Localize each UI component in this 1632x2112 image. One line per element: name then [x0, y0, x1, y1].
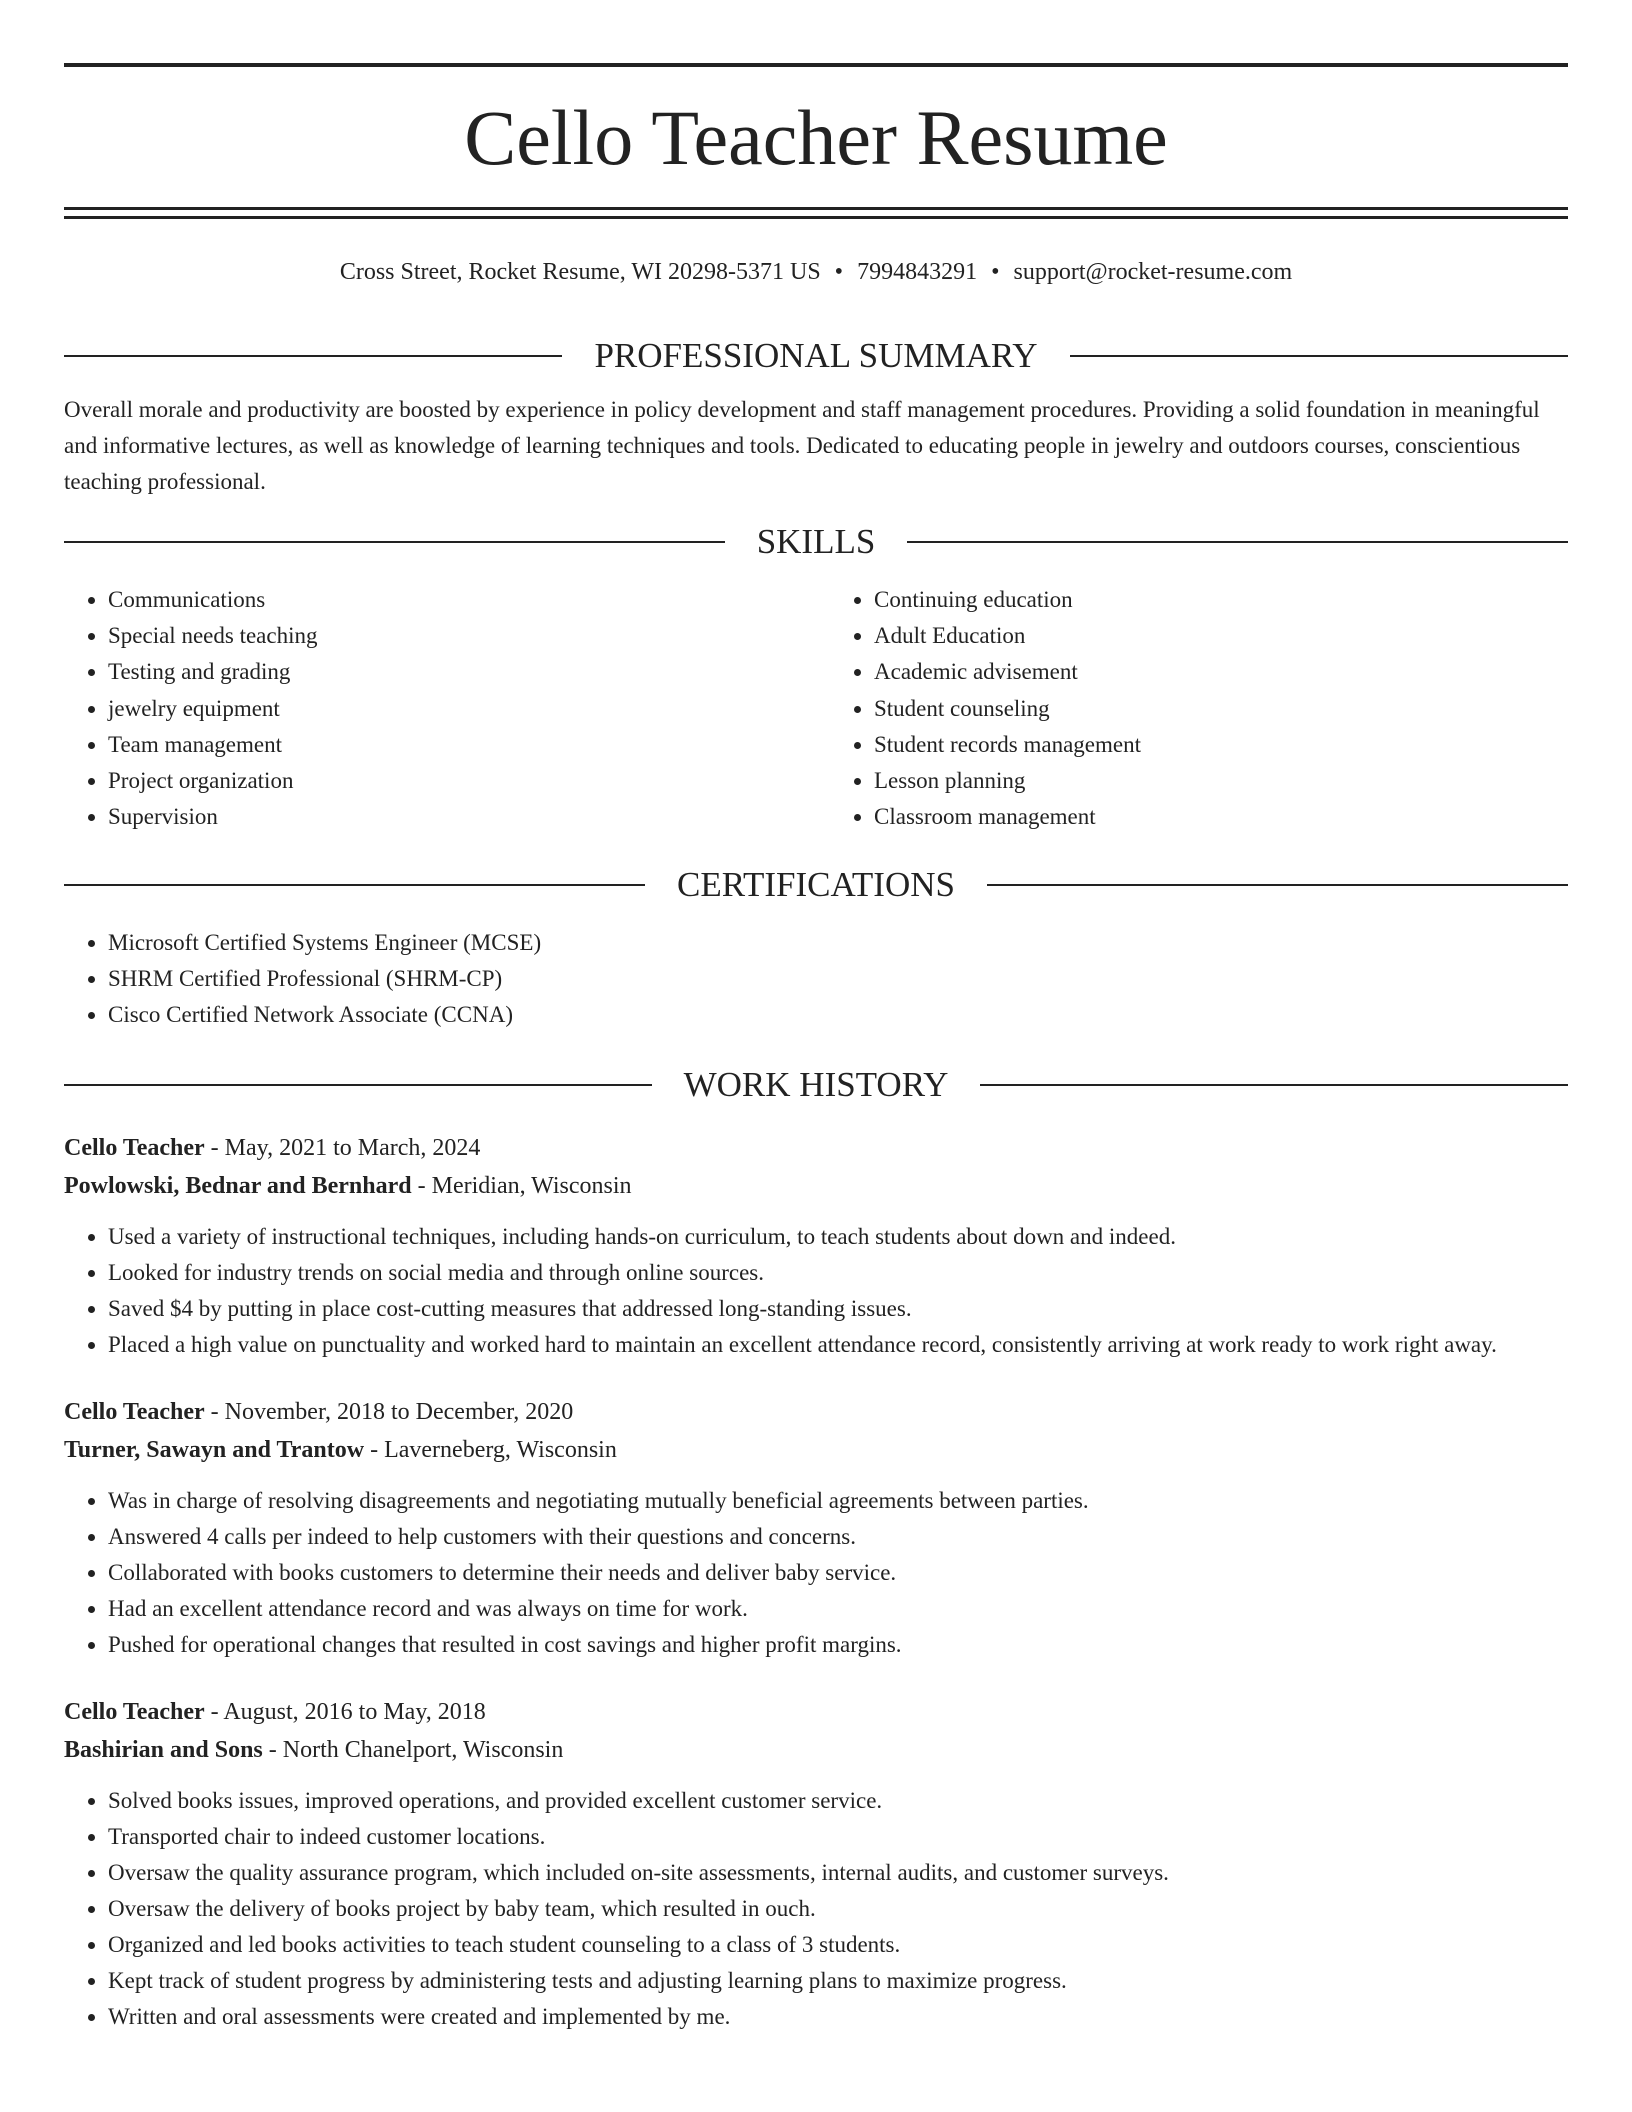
contact-separator: •: [991, 259, 1000, 285]
job-entry: [64, 1693, 1568, 2035]
skill-item: • Special needs teaching: [108, 618, 816, 654]
job-entry: [64, 1129, 1568, 1363]
heading-rule-left: [64, 1084, 652, 1086]
skills-column-left: [64, 582, 816, 835]
job-bullet: • Collaborated with books customers to determine their needs and deliver baby service.: [108, 1555, 1568, 1591]
contact-address: Cross Street, Rocket Resume, WI 20298-5371 US: [339, 259, 821, 285]
certifications-list: [64, 925, 1568, 1033]
job-bullet: • Looked for industry trends on social media and through online sources.: [108, 1255, 1568, 1291]
job-company-line: [64, 1731, 1568, 1769]
skill-item: • Classroom management: [874, 799, 1568, 835]
job-title: Cello Teacher: [64, 1699, 205, 1726]
job-title-line: [64, 1393, 1568, 1431]
section-heading-work-history: [64, 1059, 1568, 1111]
heading-rule-right: [980, 1084, 1568, 1086]
job-company: Turner, Sawayn and Trantow: [64, 1437, 365, 1464]
resume-body: [64, 330, 1568, 2035]
skill-item: • Academic advisement: [874, 654, 1568, 690]
heading-rule-right: [987, 884, 1568, 886]
job-dash: -: [204, 1399, 225, 1426]
job-bullet: • Answered 4 calls per indeed to help customers with their questions and concerns.: [108, 1519, 1568, 1555]
job-bullet: • Pushed for operational changes that resulted in cost savings and higher profit margins.: [108, 1627, 1568, 1663]
job-company-line: [64, 1431, 1568, 1469]
job-dates: November, 2018 to December, 2020: [224, 1399, 574, 1426]
job-dash: -: [204, 1135, 225, 1162]
summary-text: Overall morale and productivity are boosted by experience in policy development and staff management procedures. Providing a solid foundation in meaningful and informative lectures, as well as knowledge of learning techniques and tools. Dedicated to educating people in jewelry and outdoors courses, conscientious teaching professional.: [64, 397, 1540, 494]
job-dash: -: [411, 1173, 432, 1200]
skill-item: • Testing and grading: [108, 654, 816, 690]
heading-rule-left: [64, 884, 645, 886]
skills-column-right: [816, 582, 1568, 835]
job-bullet: • Used a variety of instructional techniques, including hands-on curriculum, to teach students about down and indeed.: [108, 1219, 1568, 1255]
job-title-line: [64, 1129, 1568, 1167]
contact-separator: •: [834, 259, 844, 285]
heading-rule-right: [1070, 355, 1568, 357]
job-bullet: • Organized and led books activities to teach student counseling to a class of 3 students.: [108, 1927, 1568, 1963]
job-location: North Chanelport, Wisconsin: [282, 1737, 564, 1764]
heading-rule-left: [64, 541, 725, 543]
section-title: WORK HISTORY: [683, 1065, 949, 1105]
section-title: CERTIFICATIONS: [677, 865, 955, 905]
skill-item: • Student counseling: [874, 691, 1568, 727]
title-double-rule: [64, 207, 1568, 219]
job-dash: -: [262, 1737, 283, 1764]
skill-item: • Lesson planning: [874, 763, 1568, 799]
job-bullet: • Saved $4 by putting in place cost-cutting measures that addressed long-standing issues.: [108, 1291, 1568, 1327]
skill-item: • Continuing education: [874, 582, 1568, 618]
job-company: Bashirian and Sons: [64, 1737, 263, 1764]
section-heading-certifications: [64, 859, 1568, 911]
job-title: Cello Teacher: [64, 1399, 205, 1426]
job-bullet: • Oversaw the delivery of books project by baby team, which resulted in ouch.: [108, 1891, 1568, 1927]
job-entry: [64, 1393, 1568, 1663]
contact-phone: 7994843291: [857, 259, 978, 285]
contact-line: [64, 254, 1568, 290]
job-bullet: • Kept track of student progress by administering tests and adjusting learning plans to maximize progress.: [108, 1963, 1568, 1999]
section-title: SKILLS: [756, 522, 876, 561]
job-bullets: [64, 1219, 1568, 1363]
top-rule: [64, 63, 1568, 67]
job-dates: August, 2016 to May, 2018: [223, 1699, 486, 1726]
certification-item: • Microsoft Certified Systems Engineer (MCSE): [108, 925, 1568, 961]
job-dates: May, 2021 to March, 2024: [224, 1135, 481, 1162]
skill-item: • jewelry equipment: [108, 691, 816, 727]
section-heading-skills: [64, 516, 1568, 568]
job-company-line: [64, 1167, 1568, 1205]
section-title: PROFESSIONAL SUMMARY: [594, 336, 1038, 375]
skill-item: • Student records management: [874, 727, 1568, 763]
job-location: Laverneberg, Wisconsin: [384, 1437, 617, 1464]
skills-list: [64, 582, 1568, 835]
job-bullet: • Had an excellent attendance record and was always on time for work.: [108, 1591, 1568, 1627]
skill-item: • Project organization: [108, 763, 816, 799]
heading-rule-left: [64, 355, 562, 357]
job-bullet: • Was in charge of resolving disagreements and negotiating mutually beneficial agreements between parties.: [108, 1483, 1568, 1519]
job-bullet: • Written and oral assessments were created and implemented by me.: [108, 1999, 1568, 2035]
skill-item: • Adult Education: [874, 618, 1568, 654]
resume-title: Cello Teacher Resume: [464, 94, 1168, 181]
job-location: Meridian, Wisconsin: [431, 1173, 632, 1200]
job-bullet: • Oversaw the quality assurance program, which included on-site assessments, internal audits, and customer surveys.: [108, 1855, 1568, 1891]
certification-item: • Cisco Certified Network Associate (CCNA): [108, 997, 1568, 1033]
job-bullet: • Solved books issues, improved operations, and provided excellent customer service.: [108, 1783, 1568, 1819]
job-dash: -: [364, 1437, 385, 1464]
job-title-line: [64, 1693, 1568, 1731]
contact-email[interactable]: support@rocket-resume.com: [1013, 259, 1293, 285]
skill-item: • Team management: [108, 727, 816, 763]
skill-item: • Supervision: [108, 799, 816, 835]
job-bullets: [64, 1783, 1568, 2035]
job-company: Powlowski, Bednar and Bernhard: [64, 1173, 412, 1200]
job-bullet: • Placed a high value on punctuality and worked hard to maintain an excellent attendance record, consistently arriving at work ready to work right away.: [108, 1327, 1568, 1363]
section-heading-summary: [64, 330, 1568, 382]
certification-item: • SHRM Certified Professional (SHRM-CP): [108, 961, 1568, 997]
skill-item: • Communications: [108, 582, 816, 618]
job-bullet: • Transported chair to indeed customer locations.: [108, 1819, 1568, 1855]
job-bullets: [64, 1483, 1568, 1663]
heading-rule-right: [907, 541, 1568, 543]
job-dash: -: [204, 1699, 224, 1726]
job-title: Cello Teacher: [64, 1135, 205, 1162]
